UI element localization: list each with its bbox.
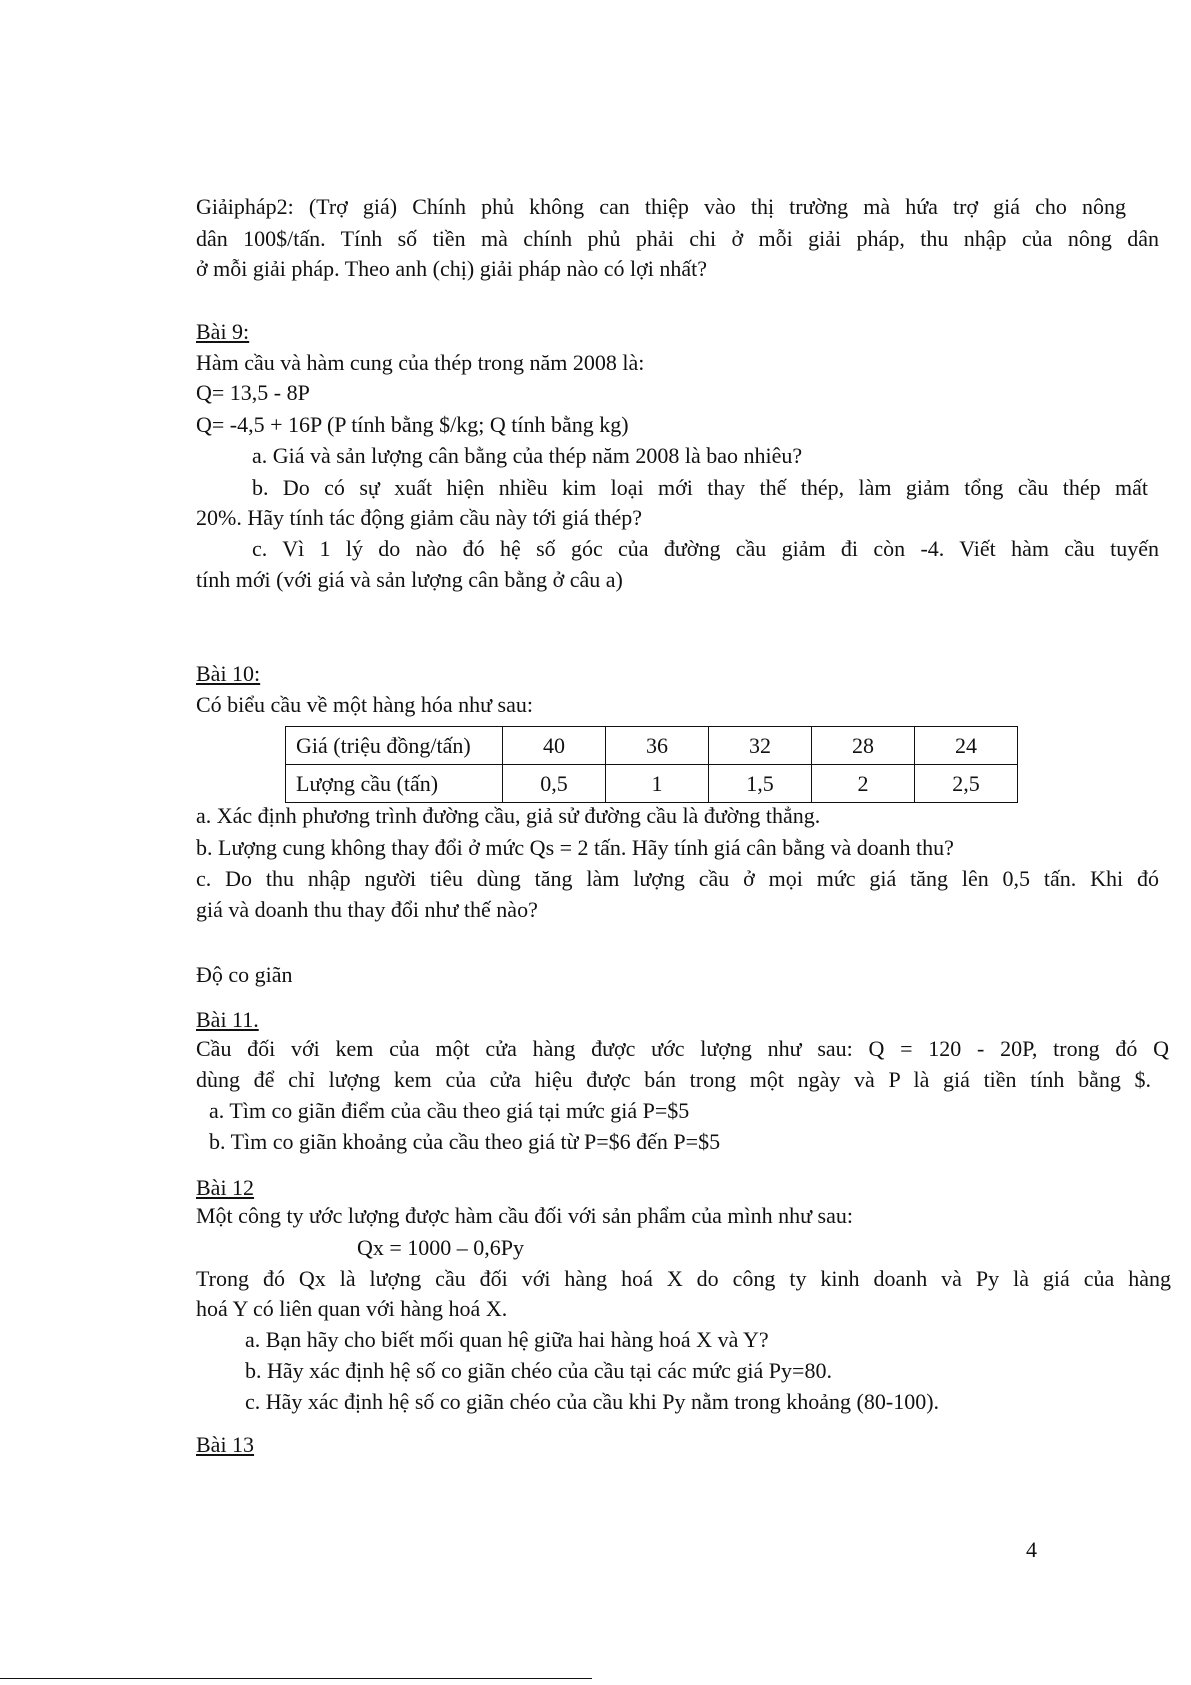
bai11-question-b: b. Tìm co giãn khoảng của cầu theo giá từ P=$6 đến P=$5 xyxy=(209,1129,721,1154)
page-number: 4 xyxy=(1026,1537,1037,1562)
bai10-question-c-line-1: c. Do thu nhập người tiêu dùng tăng làm lượng cầu ở mọi mức giá tăng lên 0,5 tấn. Khi đó xyxy=(196,866,1159,891)
bai10-question-c-line-2: giá và doanh thu thay đổi như thế nào? xyxy=(196,897,538,922)
price-cell: 24 xyxy=(915,727,1018,765)
table-row-quantity xyxy=(286,765,1018,803)
intro-line-2: dân 100$/tấn. Tính số tiền mà chính phủ phải chi ở mỗi giải pháp, thu nhập của nông dân xyxy=(196,226,1159,251)
bai9-question-c-line-1: c. Vì 1 lý do nào đó hệ số góc của đường cầu giảm đi còn -4. Viết hàm cầu tuyến xyxy=(252,536,1159,561)
bai9-question-b-line-1: b. Do có sự xuất hiện nhiều kim loại mới thay thế thép, làm giảm tổng cầu thép mất xyxy=(252,475,1148,500)
table-row-price xyxy=(286,727,1018,765)
bai10-heading: Bài 10: xyxy=(196,661,261,686)
bai11-line-2: dùng để chỉ lượng kem của cửa hiệu được bán trong một ngày và P là giá tiền tính bằng $. xyxy=(196,1067,1151,1092)
quantity-cell: 1,5 xyxy=(709,765,812,803)
bai11-line-1: Cầu đối với kem của một cửa hàng được ước lượng như sau: Q = 120 - 20P, trong đó Q xyxy=(196,1036,1169,1061)
quantity-cell: 0,5 xyxy=(503,765,606,803)
bai11-heading: Bài 11. xyxy=(196,1007,259,1032)
bai10-line-1: Có biểu cầu về một hàng hóa như sau: xyxy=(196,692,533,717)
footer-rule xyxy=(0,1678,592,1679)
price-label-cell: Giá (triệu đồng/tấn) xyxy=(286,727,503,765)
bai12-question-b: b. Hãy xác định hệ số co giãn chéo của cầu tại các mức giá Py=80. xyxy=(245,1358,832,1383)
demand-schedule-table xyxy=(285,726,1018,803)
bai12-question-a: a. Bạn hãy cho biết mối quan hệ giữa hai hàng hoá X và Y? xyxy=(245,1327,769,1352)
bai9-equation-demand: Q= 13,5 - 8P xyxy=(196,380,310,405)
intro-line-1: Giảipháp2: (Trợ giá) Chính phủ không can thiệp vào thị trường mà hứa trợ giá cho nông xyxy=(196,194,1126,219)
bai9-question-a: a. Giá và sản lượng cân bằng của thép năm 2008 là bao nhiêu? xyxy=(252,443,803,468)
bai12-heading: Bài 12 xyxy=(196,1175,255,1200)
bai12-question-c: c. Hãy xác định hệ số co giãn chéo của cầu khi Py nằm trong khoảng (80-100). xyxy=(245,1389,940,1414)
bai11-question-a: a. Tìm co giãn điểm của cầu theo giá tại mức giá P=$5 xyxy=(209,1098,690,1123)
price-cell: 28 xyxy=(812,727,915,765)
quantity-cell: 2,5 xyxy=(915,765,1018,803)
bai9-question-c-line-2: tính mới (với giá và sản lượng cân bằng ở câu a) xyxy=(196,567,623,592)
bai9-question-b-line-2: 20%. Hãy tính tác động giảm cầu này tới giá thép? xyxy=(196,505,643,530)
bai9-line-1: Hàm cầu và hàm cung của thép trong năm 2008 là: xyxy=(196,350,645,375)
bai9-equation-supply: Q= -4,5 + 16P (P tính bằng $/kg; Q tính bằng kg) xyxy=(196,412,629,437)
price-cell: 36 xyxy=(606,727,709,765)
section-title: Độ co giãn xyxy=(196,962,293,987)
bai12-line-3: hoá Y có liên quan với hàng hoá X. xyxy=(196,1296,508,1321)
quantity-cell: 1 xyxy=(606,765,709,803)
bai10-question-a: a. Xác định phương trình đường cầu, giả sử đường cầu là đường thẳng. xyxy=(196,803,821,828)
bai13-heading: Bài 13 xyxy=(196,1432,255,1457)
price-cell: 40 xyxy=(503,727,606,765)
bai9-heading: Bài 9: xyxy=(196,319,250,344)
bai12-line-1: Một công ty ước lượng được hàm cầu đối với sản phẩm của mình như sau: xyxy=(196,1203,853,1228)
bai12-equation: Qx = 1000 – 0,6Py xyxy=(357,1235,525,1260)
quantity-cell: 2 xyxy=(812,765,915,803)
bai10-question-b: b. Lượng cung không thay đổi ở mức Qs = 2 tấn. Hãy tính giá cân bằng và doanh thu? xyxy=(196,835,954,860)
intro-line-3: ở mỗi giải pháp. Theo anh (chị) giải pháp nào có lợi nhất? xyxy=(196,256,707,281)
quantity-label-cell: Lượng cầu (tấn) xyxy=(286,765,503,803)
price-cell: 32 xyxy=(709,727,812,765)
bai12-line-2: Trong đó Qx là lượng cầu đối với hàng hoá X do công ty kinh doanh và Py là giá của hàng xyxy=(196,1266,1171,1291)
